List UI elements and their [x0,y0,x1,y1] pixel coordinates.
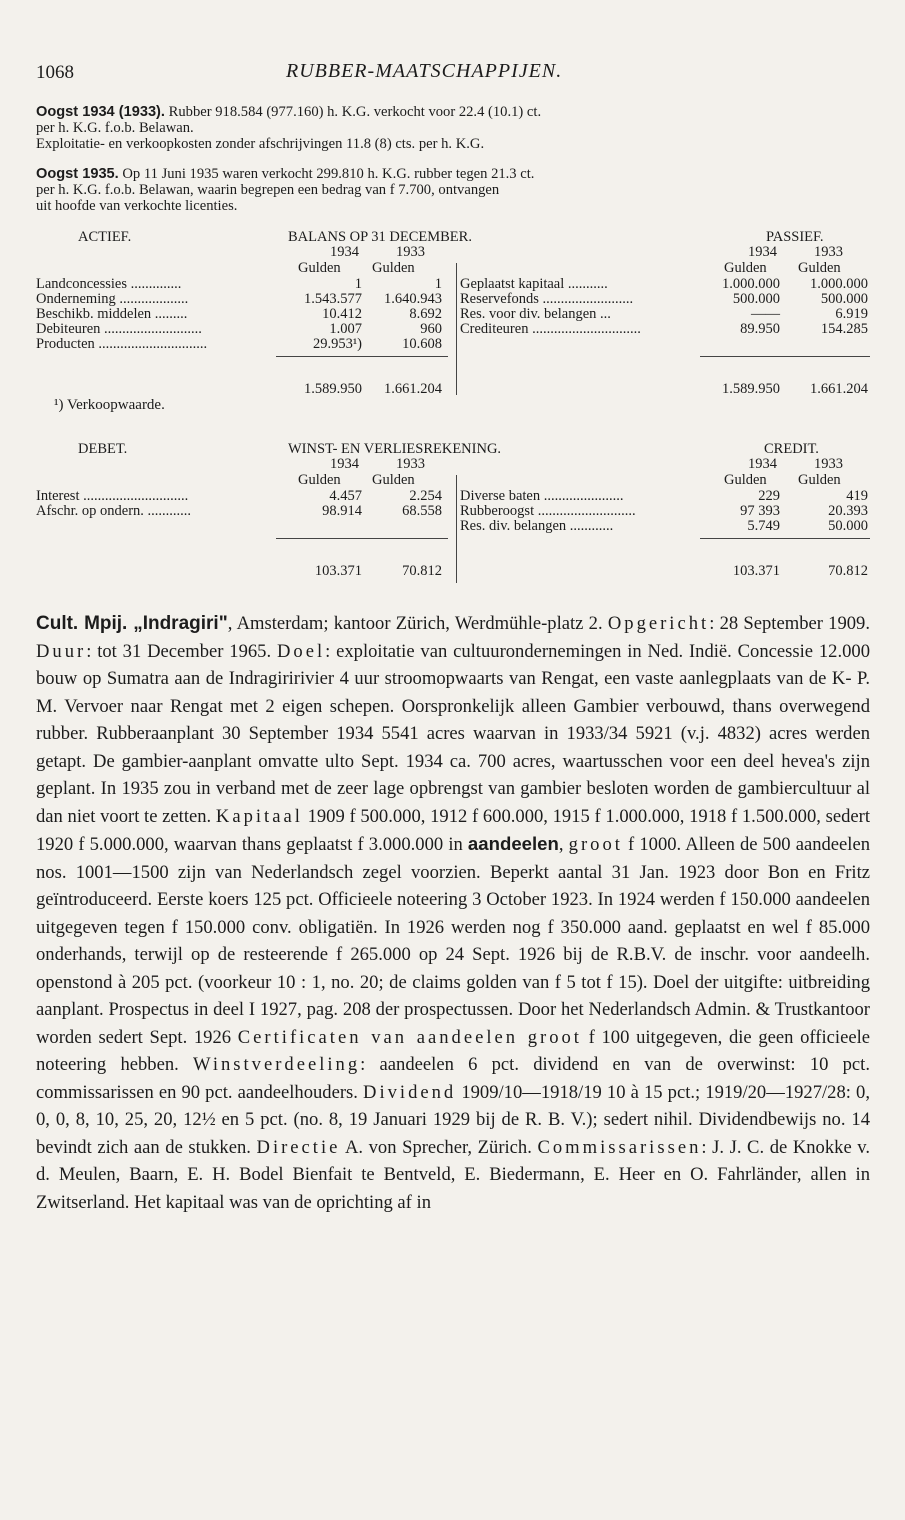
pl-right-row-0-1933: 419 [846,488,868,504]
entry-text-7: f 1000. Alleen de 500 aandeelen nos. 1001—1500 zijn van Nederlandsch zegel voorzien. Beperkt aantal 31 Jan. 1923 door Bon en Fritz geïntroduceerd. Eerste koers 125 pct. Officieele noteering 3 October 1923. In 1924 werden f 150.000 aandeelen uitgegeven tegen f 150.000 conv. obligatiën. In 1926 werden nog f 350.000 aand. geplaatst en wel f 85.000 onderhands, terwijl op de resteerende f 265.000 op 24 Sept. 1926 bij de R.B.V. de inschr. voor aandeelh. openstond à 205 pct. (voorkeur 10 : 1, no. 20; de claims golden van f 5 tot f 15). Doel der uitgifte: uitbreiding aanplant. Prospectus in deel I 1927, pag. 208 der prospectussen. Door het Nederlandsch Admin. & Trustkantoor worden sedert Sept. 1926 [36,834,871,1048]
pl-right-row-0-1934: 229 [758,488,780,504]
balance-right-row-0-1934: 1.000.000 [722,276,780,292]
balance-left-row-2-label: Beschikb. middelen ......... [36,306,188,322]
pl-right-year-2: 1933 [814,456,843,472]
pl-right-row-1-1933: 20.393 [828,503,868,519]
directie-label: Directie [256,1136,341,1158]
oogst-1935-section [36,166,870,214]
balance-left-row-3-label: Debiteuren ........................... [36,321,202,337]
oogst-1935-line-3: uit hoofde van verkochte licenties. [36,198,238,214]
entry-text-4: : exploitatie van cultuurondernemingen in Ned. Indië. Concessie 12.000 bouw op Sumatra aan de Indragiririvier 4 uur stroomopwaarts van Rengat, een vaste aanlegplaats van de K- P. M. Vervoer naar Rengat met 2 eigen schepen. Oorspronkelijk alleen Gambier verbouwd, thans overwegend rubber. Rubberaanplant 30 September 1934 5541 acres waarvan in 1933/34 5921 (v.j. 4832) acres werden getapt. De gambier-aanplant omvatte ulto Sept. 1934 ca. 700 acres, waartusschen voor een deel hevea's zijn geplant. In 1935 zou in verband met de zeer lage opbrengst van gambier besloten worden de gambiercultuur al dan niet voort te zetten. [36,640,870,827]
entry-text-12: : J. J. C. de Knokke v. d. Meulen, Baarn, E. H. Bodel Bienfait te Bentveld, E. Biedermann, E. Heer en O. Fahrländer, allen in Zwitserland. Het kapitaal was van de oprichting af in [36,1136,871,1213]
balance-left-row-1-1934: 1.543.577 [304,291,362,307]
balance-left-row-4-1934: 29.953¹) [312,336,362,352]
winstverdeeling-label: Winstverdeeling [193,1054,361,1075]
balance-left-total-1933: 1.661.204 [384,381,442,397]
pl-right-year-1: 1934 [748,456,777,472]
balance-sheet [36,230,870,420]
balance-left-total-1934: 1.589.950 [304,381,362,397]
balance-title: BALANS OP 31 DECEMBER. [288,229,472,245]
entry-text-11: A. von Sprecher, Zürich. [340,1136,538,1158]
balance-left-total-rule [276,356,448,357]
pl-left-year-2: 1933 [396,456,425,472]
kapitaal-label: Kapitaal [215,805,303,827]
pl-left-row-0-1934: 4.457 [329,488,362,504]
entry-text-8: f 100 uitgegeven, die geen officieele noteering hebben. [36,1026,870,1075]
company-entry [36,610,870,1216]
balance-right-unit-1: Gulden [724,260,767,276]
balance-right-row-1-label: Reservefonds ......................... [460,291,634,307]
balance-right-row-2-1933: 6.919 [835,306,868,322]
balance-actief-heading: ACTIEF. [78,229,132,245]
pl-left-row-1-1933: 68.558 [402,503,442,519]
balance-left-row-0-1934: 1 [354,276,362,292]
pl-right-total-1933: 70.812 [828,563,868,579]
page-header [36,58,870,92]
balance-right-row-0-label: Geplaatst kapitaal ........... [460,276,608,292]
entry-text-3: : tot 31 December 1965. [86,640,277,662]
company-entry-paragraph [36,610,870,1216]
entry-text-10: 1909/10—1918/19 10 à 15 pct.; 1919/20—1927/28: 0, 0, 0, 8, 10, 25, 20, 12½ en 5 pct. (no. 8, 19 Januari 1929 bij de R. B. V.); sedert nihil. Dividendbewijs no. 14 bevindt zich aan de stukken. [36,1081,870,1158]
pl-left-row-1-label: Afschr. op ondern. ............ [36,503,192,519]
oogst-1934-label: Oogst 1934 (1933). [36,104,165,120]
entry-text-9: : aandeelen 6 pct. dividend en van de overwinst: 10 pct. commissarissen en 90 pct. aandeelhouders. [36,1054,870,1103]
pl-right-row-2-1933: 50.000 [828,518,868,534]
pl-right-row-2-1934: 5.749 [747,518,780,534]
balance-left-row-1-1933: 1.640.943 [384,291,442,307]
balance-right-row-1-1933: 500.000 [820,291,868,307]
pl-title: WINST- EN VERLIESREKENING. [288,441,502,457]
oogst-1935-line-2: per h. K.G. f.o.b. Belawan, waarin begrepen een bedrag van f 7.700, ontvangen [36,182,500,198]
oogst-1934-text-1: Rubber 918.584 (977.160) h. K.G. verkocht voor 22.4 (10.1) ct. [164,104,542,120]
pl-left-row-0-1933: 2.254 [409,488,442,504]
pl-right-unit-1: Gulden [724,472,767,488]
balance-right-year-1: 1934 [748,244,777,260]
balance-right-row-3-label: Crediteuren .............................. [460,321,641,337]
balance-right-row-0-1933: 1.000.000 [810,276,868,292]
commissarissen-label: Commissarissen [537,1136,702,1158]
oogst-1934-line-3: Exploitatie- en verkoopkosten zonder afschrijvingen 11.8 (8) cts. per h. K.G. [36,136,485,152]
pl-right-row-2-label: Res. div. belangen ............ [460,518,614,534]
balance-footnote: ¹) Verkoopwaarde. [54,397,165,413]
balance-right-total-1934: 1.589.950 [722,381,780,397]
pl-left-total-1934: 103.371 [314,563,362,579]
balance-left-row-0-1933: 1 [434,276,442,292]
balance-right-row-3-1934: 89.950 [740,321,780,337]
balance-left-unit-2: Gulden [372,260,415,276]
oogst-1934-line-2: per h. K.G. f.o.b. Belawan. [36,120,194,136]
balance-left-row-4-label: Producten .............................. [36,336,208,352]
oogst-1935-label: Oogst 1935. [36,166,119,182]
pl-debet-heading: DEBET. [78,441,128,457]
groot-label: groot [568,834,623,855]
balance-left-row-1-label: Onderneming ................... [36,291,189,307]
balance-left-year-1: 1934 [330,244,359,260]
opgericht-label: Opgericht [607,613,710,634]
balance-right-row-2-label: Res. voor div. belangen ... [460,306,611,322]
pl-divider [456,475,457,583]
page-number: 1068 [36,62,74,83]
balance-right-total-1933: 1.661.204 [810,381,868,397]
running-title: RUBBER-MAATSCHAPPIJEN. [286,60,563,82]
oogst-1934-section [36,104,870,152]
balance-right-year-2: 1933 [814,244,843,260]
pl-left-row-1-1934: 98.914 [322,503,362,519]
balance-divider [456,263,457,395]
balance-right-row-3-1933: 154.285 [820,321,868,337]
entry-text-1: , Amsterdam; kantoor Zürich, Werdmühle-platz 2. [227,613,608,634]
pl-right-row-1-label: Rubberoogst ........................... [460,503,636,519]
oogst-1935-text-1: Op 11 Juni 1935 waren verkocht 299.810 h. K.G. rubber tegen 21.3 ct. [118,166,535,182]
balance-left-row-2-1933: 8.692 [409,306,442,322]
aandeelen-label: aandeelen [467,833,559,854]
profit-loss-account [36,442,870,592]
entry-text-6: , [558,834,569,855]
oogst-1935-line-1 [36,166,870,182]
pl-right-unit-2: Gulden [798,472,841,488]
duur-label: Duur [36,640,87,662]
balance-left-row-3-1934: 1.007 [329,321,362,337]
oogst-1934-line-1 [36,104,870,120]
balance-left-row-2-1934: 10.412 [322,306,362,322]
pl-right-row-1-1934: 97 393 [740,503,780,519]
pl-right-total-rule [700,538,870,539]
balance-left-row-0-label: Landconcessies .............. [36,276,182,292]
balance-right-row-2-1934: —— [751,306,780,322]
balance-left-unit-1: Gulden [298,260,341,276]
pl-left-year-1: 1934 [330,456,359,472]
balance-right-row-1-1934: 500.000 [732,291,780,307]
balance-left-row-4-1933: 10.608 [402,336,442,352]
certificaten-label: Certificaten van aandeelen groot [237,1026,582,1048]
pl-left-total-rule [276,538,448,539]
pl-right-total-1934: 103.371 [732,563,780,579]
dividend-label: Dividend [363,1081,457,1103]
pl-left-unit-1: Gulden [298,472,341,488]
page [36,58,870,1216]
entry-text-2: : 28 September 1909. [709,613,870,634]
company-name: Cult. Mpij. „Indragiri" [36,613,228,634]
entry-text-5: 1909 f 500.000, 1912 f 600.000, 1915 f 1.000.000, 1918 f 1.500.000, sedert 1920 f 5.000.000, waarvan thans geplaatst f 3.000.000 in [36,805,870,855]
pl-credit-heading: CREDIT. [764,441,819,457]
balance-left-year-2: 1933 [396,244,425,260]
balance-left-row-3-1933: 960 [420,321,442,337]
balance-right-unit-2: Gulden [798,260,841,276]
pl-right-row-0-label: Diverse baten ...................... [460,488,624,504]
balance-passief-heading: PASSIEF. [766,229,824,245]
pl-left-unit-2: Gulden [372,472,415,488]
pl-left-total-1933: 70.812 [402,563,442,579]
balance-right-total-rule [700,356,870,357]
pl-left-row-0-label: Interest ............................. [36,488,189,504]
doel-label: Doel [276,640,326,662]
